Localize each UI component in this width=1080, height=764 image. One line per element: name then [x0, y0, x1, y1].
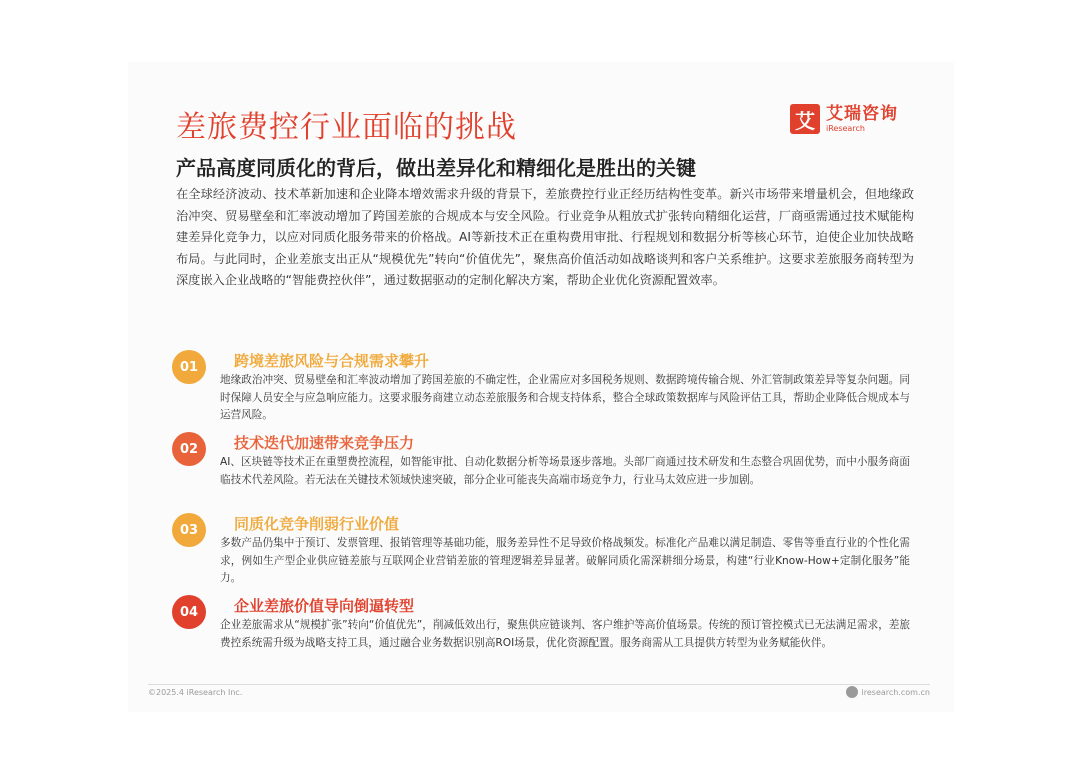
section-3-body: 多数产品仍集中于预订、发票管理、报销管理等基础功能，服务差异性不足导致价格战频发。标准化产品难以满足制造、零售等垂直行业的个性化需求，例如生产型企业供应链差旅与互联网企业营销差旅的管理逻辑差异显著。破解同质化需深耕细分场景，构建“行业Know-How+定制化服务”能力。: [220, 537, 910, 584]
logo-name-en: iResearch: [826, 123, 865, 133]
page-footer: [148, 684, 930, 699]
footer-logo-icon: [846, 686, 858, 698]
section-3-heading: 同质化竞争削弱行业价值: [234, 515, 400, 533]
footer-copyright: ©2025.4 iResearch Inc.: [148, 688, 243, 697]
section-1-body: 地缘政治冲突、贸易壁垒和汇率波动增加了跨国差旅的不确定性，企业需应对多国税务规则、数据跨境传输合规、外汇管制政策差异等复杂问题。同时保障人员安全与应急响应能力。这要求服务商建立动态差旅服务和合规支持体系，整合全球政策数据库与风险评估工具，帮助企业降低合规成本与运营风险。: [220, 374, 910, 421]
logo-text: [826, 103, 898, 133]
section-1-badge-icon: 01: [172, 350, 206, 384]
section-2-heading: 技术迭代加速带来竞争压力: [234, 434, 415, 452]
logo-name-cn: 艾瑞咨询: [826, 103, 898, 124]
section-4-badge-icon: 04: [172, 595, 206, 629]
page-subtitle: 产品高度同质化的背后，做出差异化和精细化是胜出的关键: [176, 156, 696, 180]
page-title: 差旅费控行业面临的挑战: [176, 110, 517, 145]
section-3-badge-icon: 03: [172, 513, 206, 547]
section-1-heading: 跨境差旅风险与合规需求攀升: [234, 352, 430, 370]
footer-site: iresearch.com.cn: [861, 687, 930, 697]
section-4-body: 企业差旅需求从“规模扩张”转向“价值优先”，削减低效出行，聚焦供应链谈判、客户维护等高价值场景。传统的预订管控模式已无法满足需求，差旅费控系统需升级为战略支持工具，通过融合业务数据识别高ROI场景，优化资源配置。服务商需从工具提供方转型为业务赋能伙伴。: [220, 619, 910, 649]
section-4-heading: 企业差旅价值导向倒逼转型: [234, 597, 415, 615]
footer-brand: [846, 686, 930, 698]
intro-paragraph: 在全球经济波动、技术革新加速和企业降本增效需求升级的背景下，差旅费控行业正经历结构性变革。新兴市场带来增量机会，但地缘政治冲突、贸易壁垒和汇率波动增加了跨国差旅的合规成本与安全风险。行业竞争从粗放式扩张转向精细化运营，厂商亟需通过技术赋能构建差异化竞争力，以应对同质化服务带来的价格战。AI等新技术正在重构费用审批、行程规划和数据分析等核心环节，迫使企业加快战略布局。与此同时，企业差旅支出正从“规模优先”转向“价值优先”，聚焦高价值活动如战略谈判和客户关系维护。这要求差旅服务商转型为深度嵌入企业战略的“智能费控伙伴”，通过数据驱动的定制化解决方案，帮助企业优化资源配置效率。: [176, 187, 914, 287]
section-2-body: AI、区块链等技术正在重塑费控流程，如智能审批、自动化数据分析等场景逐步落地。头部厂商通过技术研发和生态整合巩固优势，而中小服务商面临技术代差风险。若无法在关键技术领域快速突破，部分企业可能丧失高端市场竞争力，行业马太效应进一步加剧。: [220, 456, 910, 486]
brand-logo: [790, 102, 920, 136]
logo-mark: 艾: [790, 104, 820, 134]
section-2-badge-icon: 02: [172, 432, 206, 466]
